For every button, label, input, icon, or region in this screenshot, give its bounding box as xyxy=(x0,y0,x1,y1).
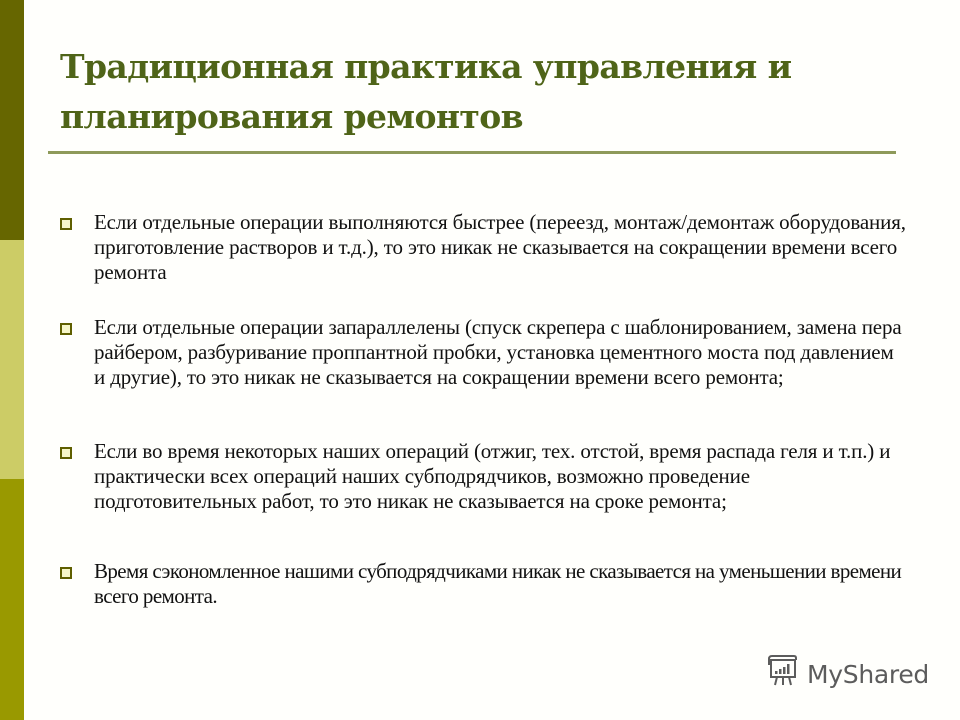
bullet-item xyxy=(58,559,908,609)
sidebar-accent-top xyxy=(0,0,24,240)
sidebar-accent-bottom xyxy=(0,479,24,720)
square-bullet-icon xyxy=(60,567,72,579)
square-bullet-icon xyxy=(60,447,72,459)
bullet-text: Если отдельные операции запараллелены (спуск скрепера с шаблонированием, замена пера райбером, разбуривание проппантной пробки, установка цементного моста под давлением и другие), то это никак не сказывается на сокращении времени всего ремонта; xyxy=(94,315,902,389)
bullet-text: Время сэкономленное нашими субподрядчиками никак не сказывается на уменьшении времени всего ремонта. xyxy=(94,559,902,608)
slide-title-line1: Традиционная практика управления и xyxy=(60,47,792,86)
watermark xyxy=(765,656,929,692)
bullet-text: Если во время некоторых наших операций (отжиг, тех. отстой, время распада геля и т.п.) и практически всех операций наших субподрядчиков, возможно проведение подготовительных работ, то это никак не сказывается на сроке ремонта; xyxy=(94,439,891,513)
square-bullet-icon xyxy=(60,218,72,230)
bullet-text: Если отдельные операции выполняются быстрее (переезд, монтаж/демонтаж оборудования, приготовление растворов и т.д.), то это никак не сказывается на сокращении времени всего ремонта xyxy=(94,210,906,284)
bullet-list xyxy=(58,210,908,612)
square-bullet-icon xyxy=(60,323,72,335)
sidebar-accent-middle xyxy=(0,240,24,479)
bullet-item xyxy=(58,439,908,565)
slide-title xyxy=(60,42,920,142)
presentation-board-icon xyxy=(765,655,797,694)
title-divider xyxy=(48,151,896,154)
slide-title-line2: планирования ремонтов xyxy=(60,97,524,136)
bullet-item xyxy=(58,315,908,441)
watermark-text: MyShared xyxy=(807,659,929,689)
bullet-item xyxy=(58,210,908,310)
